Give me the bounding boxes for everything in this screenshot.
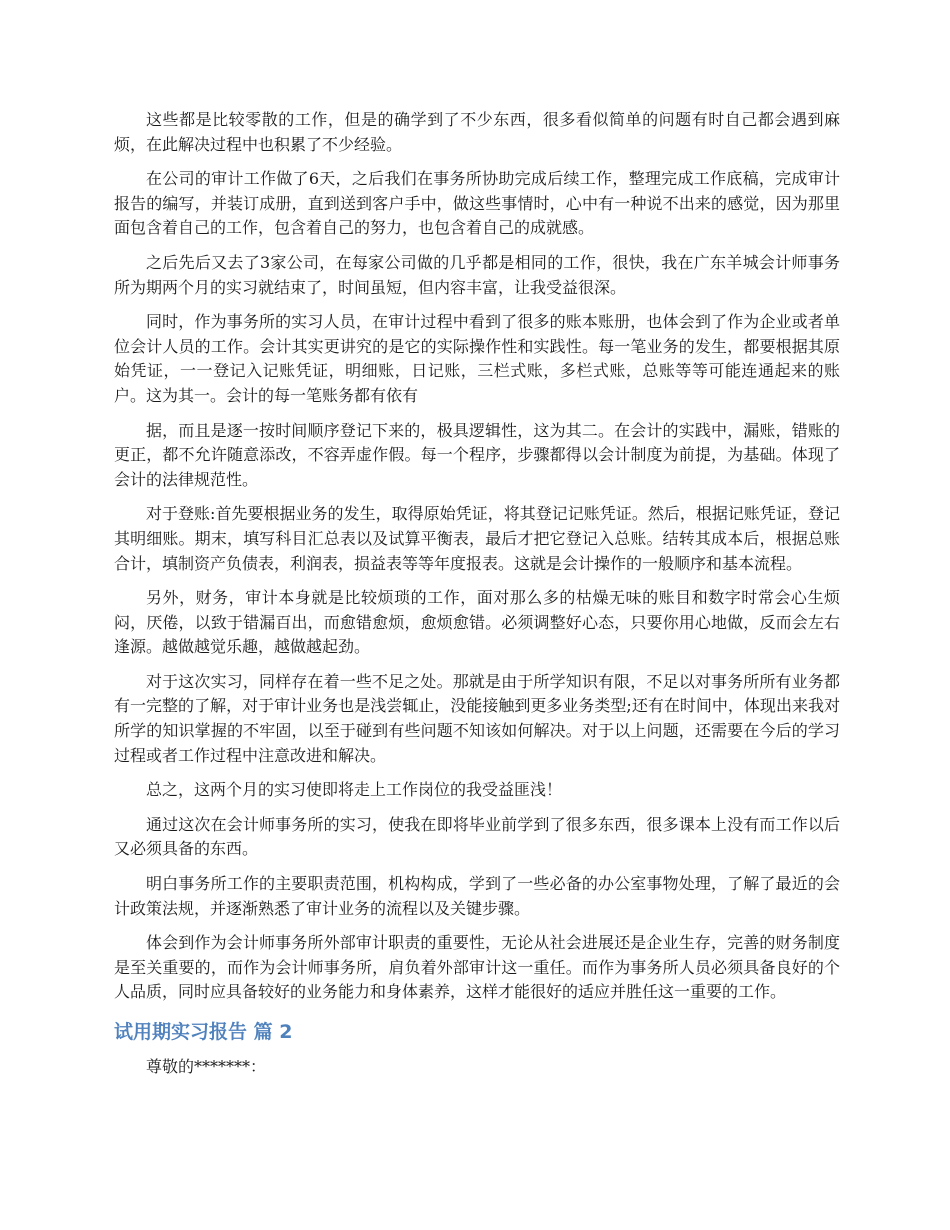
paragraph-6: 对于登账:首先要根据业务的发生，取得原始凭证，将其登记记账凭证。然后，根据记账凭证，登记其明细账。期末，填写科目汇总表以及试算平衡表，最后才把它登记入总账。结转其成本后，根据总账合计，填制资产负债表，利润表，损益表等等年度报表。这就是会计操作的一般顺序和基本流程。: [114, 504, 840, 573]
section-heading: 试用期实习报告 篇 2: [114, 1021, 293, 1043]
paragraph-9: 总之，这两个月的实习使即将走上工作岗位的我受益匪浅！: [146, 780, 563, 800]
paragraph-12: 体会到作为会计师事务所外部审计职责的重要性，无论从社会进展还是企业生存，完善的财务制度是至关重要的，而作为会计师事务所，肩负着外部审计这一重任。而作为事务所人员必须具备良好的个人品质，同时应具备较好的业务能力和身体素养，这样才能很好的适应并胜任这一重要的工作。: [114, 933, 840, 1002]
paragraph-8: 对于这次实习，同样存在着一些不足之处。那就是由于所学知识有限，不足以对事务所所有业务都有一完整的了解，对于审计业务也是浅尝辄止，没能接触到更多业务类型;还有在时间中，体现出来我对所学的知识掌握的不牢固，以至于碰到有些问题不知该如何解决。对于以上问题，还需要在今后的学习过程或者工作过程中注意改进和解决。: [114, 671, 840, 765]
paragraph-5: 据，而且是逐一按时间顺序登记下来的，极具逻辑性，这为其二。在会计的实践中，漏账，错账的更正，都不允许随意添改，不容弄虚作假。每一个程序，步骤都得以会计制度为前提，为基础。体现了会计的法律规范性。: [114, 420, 840, 489]
document-page: [114, 108, 840, 1080]
paragraph-2: 在公司的审计工作做了6天，之后我们在事务所协助完成后续工作，整理完成工作底稿，完成审计报告的编写，并装订成册，直到送到客户手中，做这些事情时，心中有一种说不出来的感觉，因为那里面包含着自己的工作，包含着自己的努力，也包含着自己的成就感。: [114, 169, 840, 238]
paragraph-4: 同时，作为事务所的实习人员，在审计过程中看到了很多的账本账册，也体会到了作为企业或者单位会计人员的工作。会计其实更讲究的是它的实际操作性和实践性。每一笔业务的发生，都要根据其原始凭证，一一登记入记账凭证，明细账，日记账，三栏式账，多栏式账，总账等等可能连通起来的账户。这为其一。会计的每一笔账务都有依有: [114, 312, 840, 405]
salutation: 尊敬的*******：: [146, 1057, 267, 1076]
paragraph-7: 另外，财务，审计本身就是比较烦琐的工作，面对那么多的枯燥无味的账目和数字时常会心生烦闷，厌倦，以致于错漏百出，而愈错愈烦，愈烦愈错。必须调整好心态，只要你用心地做，反而会左右逢源。越做越觉乐趣，越做越起劲。: [114, 588, 840, 657]
paragraph-3: 之后先后又去了3家公司，在每家公司做的几乎都是相同的工作，很快，我在广东羊城会计师事务所为期两个月的实习就结束了，时间虽短，但内容丰富，让我受益很深。: [114, 252, 840, 297]
paragraph-10: 通过这次在会计师事务所的实习，使我在即将毕业前学到了很多东西，很多课本上没有而工作以后又必须具备的东西。: [114, 814, 840, 859]
paragraph-1: 这些都是比较零散的工作，但是的确学到了不少东西，很多看似简单的问题有时自己都会遇到麻烦，在此解决过程中也积累了不少经验。: [114, 110, 840, 154]
paragraph-11: 明白事务所工作的主要职责范围，机构构成，学到了一些必备的办公室事物处理，了解了最近的会计政策法规，并逐渐熟悉了审计业务的流程以及关键步骤。: [114, 874, 840, 918]
